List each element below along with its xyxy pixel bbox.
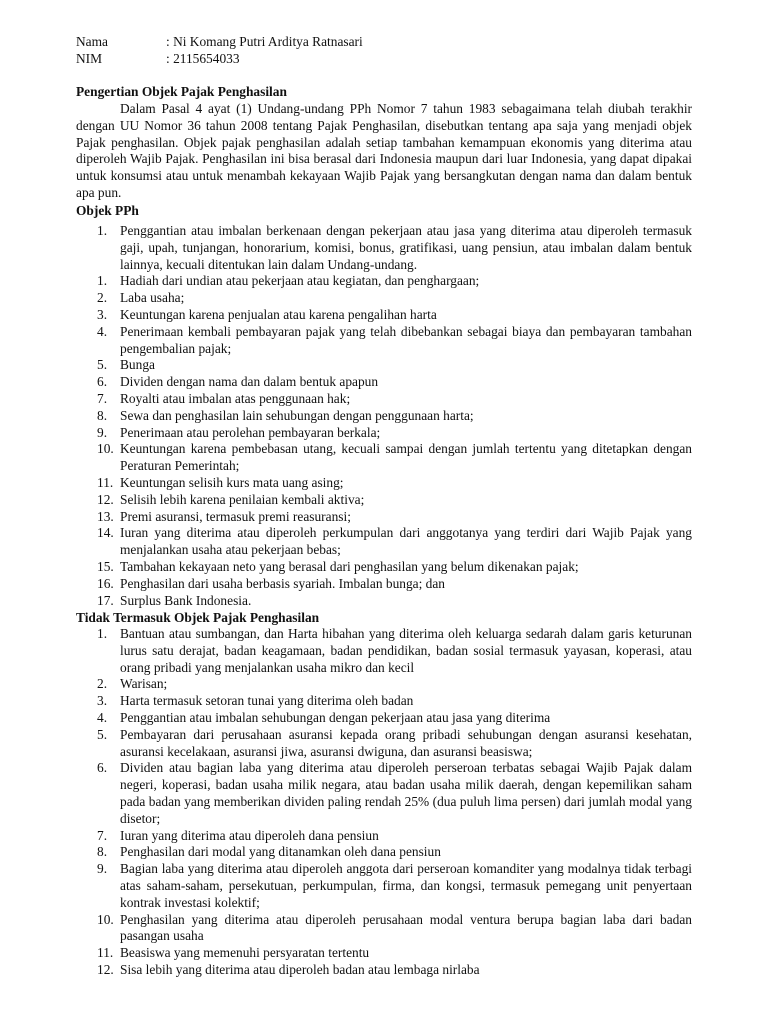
list-item: [76, 290, 692, 307]
list-item-text: Bunga: [120, 357, 155, 373]
list-item: [76, 576, 692, 593]
list-item-number: 9.: [97, 861, 108, 877]
list-item-text: Penggantian atau imbalan berkenaan dengan pekerjaan atau jasa yang diterima atau diperoleh termasuk gaji, upah, tunjangan, honorarium, komisi, bonus, gratifikasi, uang pensiun, atau imbalan dalam bentuk lainnya, kecuali ditentukan lain dalam Undang-undang.: [120, 223, 692, 272]
list-item: [76, 676, 692, 693]
list-item-number: 11.: [97, 945, 114, 961]
list-item-text: Penerimaan kembali pembayaran pajak yang telah dibebankan sebagai biaya dan pembayaran tambahan pengembalian pajak;: [120, 323, 692, 356]
list-item: [76, 475, 692, 492]
list-item-number: 5.: [97, 726, 108, 742]
list-item-number: 2.: [97, 676, 108, 692]
list-item: [76, 559, 692, 576]
list-item: [76, 727, 692, 761]
list-item: [76, 307, 692, 324]
list-item: [76, 693, 692, 710]
list-item: [76, 357, 692, 374]
list-item-number: 7.: [97, 827, 108, 843]
list-item: [76, 374, 692, 391]
list-item-text: Penghasilan dari modal yang ditanamkan oleh dana pensiun: [120, 844, 441, 860]
section-title-definition: Pengertian Objek Pajak Penghasilan: [76, 84, 287, 99]
list-item-number: 12.: [97, 961, 114, 977]
name-value: : Ni Komang Putri Arditya Ratnasari: [166, 34, 363, 49]
list-item: [76, 710, 692, 727]
list-item: [76, 626, 692, 676]
nim-row: [76, 51, 363, 68]
list-item-number: 5.: [97, 357, 108, 373]
list-item-text: Iuran yang diterima atau diperoleh perkumpulan dari anggotanya yang terdiri dari Wajib Pajak yang menjalankan usaha atau pekerjaan bebas;: [120, 525, 692, 558]
list-item-number: 6.: [97, 760, 108, 776]
list-item-number: 13.: [97, 508, 114, 524]
list-item-number: 3.: [97, 693, 108, 709]
list-item-text: Sisa lebih yang diterima atau diperoleh badan atau lembaga nirlaba: [120, 961, 480, 977]
list-item-text: Premi asuransi, termasuk premi reasuransi;: [120, 508, 351, 524]
list-item-text: Penghasilan dari usaha berbasis syariah. Imbalan bunga; dan: [120, 575, 445, 591]
list-item-number: 2.: [97, 290, 108, 306]
nim-value: : 2115654033: [166, 51, 240, 66]
list-item-text: Penggantian atau imbalan sehubungan dengan pekerjaan atau jasa yang diterima: [120, 709, 551, 725]
list-item-text: Iuran yang diterima atau diperoleh dana pensiun: [120, 827, 379, 843]
list-item-number: 14.: [97, 525, 114, 541]
list-item: [76, 828, 692, 845]
list-item-text: Dividen atau bagian laba yang diterima atau diperoleh perseroan terbatas sebagai Wajib Pajak dalam negeri, koperasi, badan usaha milik negara, atau badan usaha milik daerah, dengan kepemilikan saham pada badan yang memberikan dividen paling rendah 25% (dua puluh lima persen) dari jumlah modal yang disetor;: [120, 760, 692, 826]
list-item-number: 10.: [97, 441, 114, 457]
list-item: [76, 408, 692, 425]
list-item: [76, 492, 692, 509]
list-item-number: 17.: [97, 592, 114, 608]
list-item-text: Selisih lebih karena penilaian kembali aktiva;: [120, 491, 365, 507]
list-item-number: 16.: [97, 575, 114, 591]
list-item-text: Beasiswa yang memenuhi persyaratan tertentu: [120, 945, 370, 961]
list-item-number: 12.: [97, 491, 114, 507]
list-item: [76, 391, 692, 408]
name-row: [76, 34, 363, 51]
list-item-number: 4.: [97, 709, 108, 725]
list-item: [76, 962, 692, 979]
list-item: [76, 525, 692, 559]
name-label: Nama: [76, 34, 108, 49]
list-item: [76, 273, 692, 290]
list-item-number: 4.: [97, 323, 108, 339]
list-item-number: 8.: [97, 844, 108, 860]
list-item-number: 10.: [97, 911, 114, 927]
list-item-text: Keuntungan karena pembebasan utang, kecuali sampai dengan jumlah tertentu yang ditetapkan dengan Peraturan Pemerintah;: [120, 441, 692, 474]
list-item-text: Pembayaran dari perusahaan asuransi kepada orang pribadi sehubungan dengan asuransi kesehatan, asuransi kecelakaan, asuransi jiwa, asuransi dwiguna, dan asuransi beasiswa;: [120, 726, 692, 759]
list-item-number: 9.: [97, 424, 108, 440]
list-item-number: 3.: [97, 306, 108, 322]
definition-paragraph: Dalam Pasal 4 ayat (1) Undang-undang PPh Nomor 7 tahun 1983 sebagaimana telah diubah terakhir dengan UU Nomor 36 tahun 2008 tentang Pajak Penghasilan, disebutkan tentang apa saja yang menjadi objek Pajak penghasilan. Objek pajak penghasilan adalah setiap tambahan kemampuan ekonomis yang diterima atau diperoleh Wajib Pajak. Penghasilan ini bisa berasal dari Indonesia maupun dari luar Indonesia, yang dapat dipakai untuk konsumsi atau untuk menambah kekayaan Wajib Pajak yang bersangkutan dengan nama dan dalam bentuk apa pun.: [76, 101, 692, 200]
list-item-text: Dividen dengan nama dan dalam bentuk apapun: [120, 374, 379, 390]
list-item: [76, 425, 692, 442]
list-item-text: Tambahan kekayaan neto yang berasal dari penghasilan yang belum dikenakan pajak;: [120, 558, 579, 574]
list-item-number: 15.: [97, 558, 114, 574]
list-item: [76, 760, 692, 827]
list-item-text: Bantuan atau sumbangan, dan Harta hibahan yang diterima oleh keluarga sedarah dalam garis keturunan lurus satu derajat, badan keagamaan, badan pendidikan, badan sosial termasuk yayasan, koperasi, atau orang pribadi yang menjalankan usaha mikro dan kecil: [120, 626, 692, 675]
student-identity: [76, 34, 363, 68]
list-item-text: Sewa dan penghasilan lain sehubungan dengan penggunaan harta;: [120, 407, 474, 423]
list-item-text: Hadiah dari undian atau pekerjaan atau kegiatan, dan penghargaan;: [120, 273, 480, 289]
list-item-text: Surplus Bank Indonesia.: [120, 592, 252, 608]
list-item: [76, 945, 692, 962]
list-item: [76, 509, 692, 526]
list-item: [76, 593, 692, 610]
list-item: [76, 324, 692, 358]
list-item-number: 6.: [97, 374, 108, 390]
list-item-text: Harta termasuk setoran tunai yang diterima oleh badan: [120, 693, 414, 709]
list-item-text: Penghasilan yang diterima atau diperoleh perusahaan modal ventura berupa bagian laba dari badan pasangan usaha: [120, 911, 692, 944]
list-item-number: 1.: [97, 273, 108, 289]
list-item: [76, 861, 692, 911]
list-item-number: 7.: [97, 390, 108, 406]
list-item-number: 1.: [97, 626, 108, 641]
list-item-text: Bagian laba yang diterima atau diperoleh anggota dari perseroan komanditer yang modalnya tidak terbagi atas saham-saham, persekutuan, perkumpulan, firma, dan kongsi, termasuk pemegang unit penyertaan kontrak investasi kolektif;: [120, 861, 692, 910]
list-item-text: Warisan;: [120, 676, 168, 692]
not-objek-list: [76, 626, 692, 979]
list-item: [76, 223, 692, 273]
list-item: [76, 441, 692, 475]
list-item-number: 8.: [97, 407, 108, 423]
list-item-number: 11.: [97, 474, 114, 490]
section-title-not-objek: Tidak Termasuk Objek Pajak Penghasilan: [76, 610, 320, 625]
objek-pph-list: [76, 223, 692, 609]
list-item: [76, 912, 692, 946]
list-item-text: Keuntungan selisih kurs mata uang asing;: [120, 474, 344, 490]
nim-label: NIM: [76, 51, 103, 66]
list-item-text: Laba usaha;: [120, 290, 185, 306]
list-item-number: 1.: [97, 223, 108, 238]
section-title-objek-pph: Objek PPh: [76, 203, 139, 218]
list-item-text: Penerimaan atau perolehan pembayaran berkala;: [120, 424, 381, 440]
list-item-text: Royalti atau imbalan atas penggunaan hak;: [120, 390, 351, 406]
list-item: [76, 844, 692, 861]
list-item-text: Keuntungan karena penjualan atau karena pengalihan harta: [120, 306, 437, 322]
